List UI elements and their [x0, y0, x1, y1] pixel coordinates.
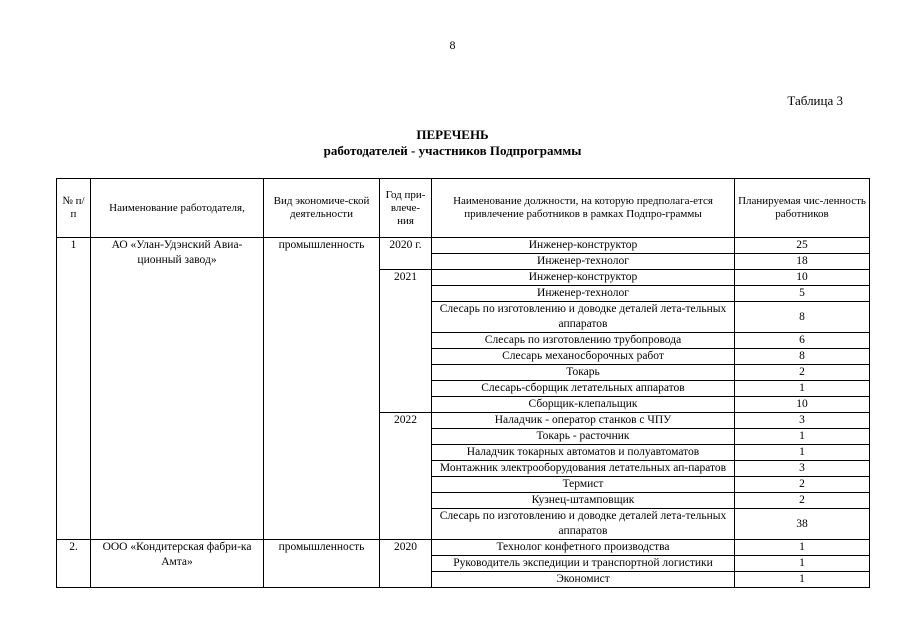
cell-activity: промышленность	[264, 540, 380, 588]
cell-position: Инженер-технолог	[432, 286, 735, 302]
cell-count: 38	[735, 509, 870, 540]
cell-count: 1	[735, 556, 870, 572]
header-year: Год при-влече-ния	[380, 179, 432, 238]
cell-year: 2021	[380, 270, 432, 413]
cell-position: Токарь - расточник	[432, 429, 735, 445]
cell-count: 2	[735, 365, 870, 381]
header-employer: Наименование работодателя,	[91, 179, 264, 238]
cell-count: 2	[735, 477, 870, 493]
cell-count: 5	[735, 286, 870, 302]
cell-position: Кузнец-штамповщик	[432, 493, 735, 509]
title-line-2: работодателей - участников Подпрограммы	[323, 143, 582, 158]
cell-position: Слесарь механосборочных работ	[432, 349, 735, 365]
cell-employer: АО «Улан-Удэнский Авиа-ционный завод»	[91, 238, 264, 540]
cell-count: 1	[735, 445, 870, 461]
cell-activity: промышленность	[264, 238, 380, 540]
employers-table	[56, 178, 870, 588]
page-number: 8	[449, 38, 456, 52]
table-row	[57, 238, 870, 254]
cell-position: Слесарь по изготовлению трубопровода	[432, 333, 735, 349]
cell-count: 1	[735, 381, 870, 397]
cell-count: 3	[735, 413, 870, 429]
cell-count: 3	[735, 461, 870, 477]
cell-position: Наладчик токарных автоматов и полуавтоматов	[432, 445, 735, 461]
cell-count: 1	[735, 572, 870, 588]
cell-position: Монтажник электрооборудования летательных ап-паратов	[432, 461, 735, 477]
table-body	[57, 238, 870, 588]
header-position: Наименование должности, на которую предполага-ется привлечение работников в рамках Подпро-граммы	[432, 179, 735, 238]
cell-position: Инженер-технолог	[432, 254, 735, 270]
cell-num: 1	[57, 238, 91, 540]
table-header-row	[57, 179, 870, 238]
table-row	[57, 540, 870, 556]
header-activity: Вид экономиче-ской деятельности	[264, 179, 380, 238]
cell-position: Сборщик-клепальщик	[432, 397, 735, 413]
cell-year: 2022	[380, 413, 432, 540]
cell-position: Экономист	[432, 572, 735, 588]
cell-position: Слесарь-сборщик летательных аппаратов	[432, 381, 735, 397]
cell-position: Наладчик - оператор станков с ЧПУ	[432, 413, 735, 429]
cell-num: 2.	[57, 540, 91, 588]
cell-year: 2020 г.	[380, 238, 432, 270]
cell-count: 8	[735, 302, 870, 333]
cell-count: 1	[735, 429, 870, 445]
header-num: № п/п	[57, 179, 91, 238]
title-line-1: ПЕРЕЧЕНЬ	[416, 127, 489, 142]
cell-count: 2	[735, 493, 870, 509]
cell-position: Инженер-конструктор	[432, 270, 735, 286]
cell-position: Технолог конфетного производства	[432, 540, 735, 556]
cell-position: Токарь	[432, 365, 735, 381]
cell-count: 25	[735, 238, 870, 254]
cell-position: Руководитель экспедиции и транспортной логистики	[432, 556, 735, 572]
cell-count: 1	[735, 540, 870, 556]
cell-count: 10	[735, 397, 870, 413]
cell-year: 2020	[380, 540, 432, 588]
cell-count: 6	[735, 333, 870, 349]
table-label: Таблица 3	[787, 93, 843, 108]
cell-employer: ООО «Кондитерская фабри-ка Амта»	[91, 540, 264, 588]
cell-position: Слесарь по изготовлению и доводке деталей лета-тельных аппаратов	[432, 509, 735, 540]
header-count: Планируемая чис-ленность работников	[735, 179, 870, 238]
cell-position: Термист	[432, 477, 735, 493]
cell-count: 10	[735, 270, 870, 286]
cell-position: Слесарь по изготовлению и доводке деталей лета-тельных аппаратов	[432, 302, 735, 333]
cell-position: Инженер-конструктор	[432, 238, 735, 254]
cell-count: 18	[735, 254, 870, 270]
document-title	[0, 127, 905, 159]
cell-count: 8	[735, 349, 870, 365]
